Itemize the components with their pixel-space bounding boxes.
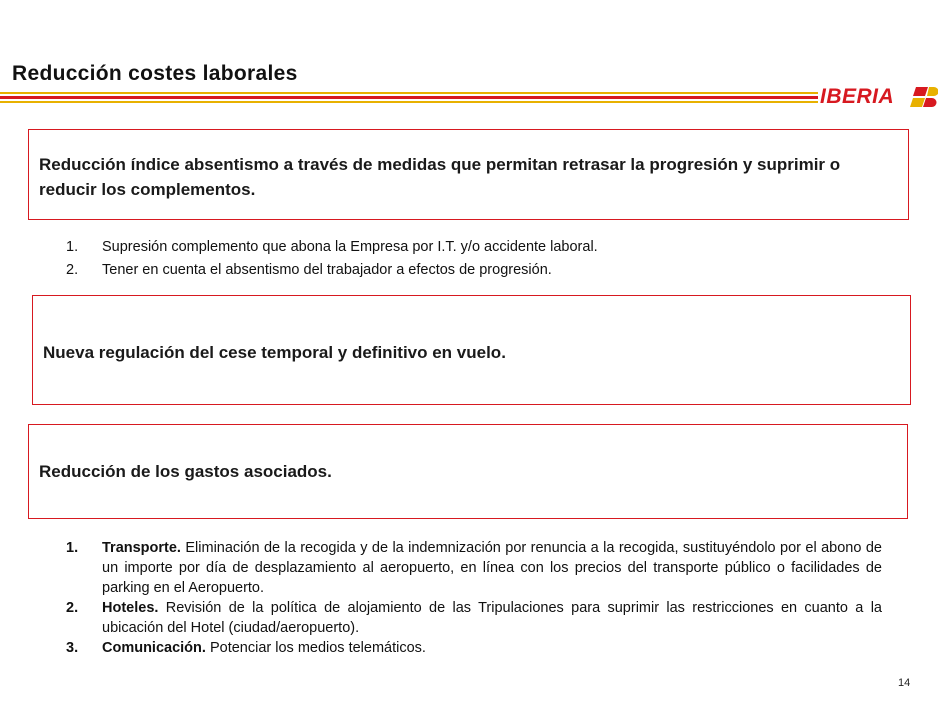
page-number: 14 — [898, 677, 911, 689]
iberia-logo — [820, 84, 940, 110]
absentismo-list — [66, 236, 866, 282]
list-item-number: 1. — [66, 540, 79, 556]
cese-box — [32, 295, 911, 405]
gastos-heading: Reducción de los gastos asociados. — [39, 462, 332, 481]
list-item — [66, 538, 882, 598]
logo-mark-icon — [910, 86, 938, 108]
logo-wordmark: IBERIA — [820, 85, 895, 108]
list-item — [66, 236, 866, 259]
list-item-number: 3. — [66, 640, 79, 656]
list-item-heading: Hoteles. — [102, 600, 159, 616]
absentismo-box — [28, 129, 909, 220]
header-rule-yellow-bottom — [0, 101, 818, 103]
absentismo-heading: Reducción índice absentismo a través de medidas que permitan retrasar la progresión y suprimir o reducir los complementos. — [39, 155, 841, 199]
list-item-number: 1. — [66, 239, 79, 255]
header-rule-red — [0, 96, 818, 99]
list-item-number: 2. — [66, 600, 79, 616]
list-item — [66, 638, 882, 658]
list-item-heading: Comunicación. — [102, 640, 206, 656]
list-item-text: Potenciar los medios telemáticos. — [205, 640, 426, 656]
list-item-text: Supresión complemento que abona la Empresa por I.T. y/o accidente laboral. — [102, 239, 598, 255]
list-item — [66, 259, 866, 282]
list-item-text: Eliminación de la recogida y de la indemnización por renuncia a la recogida, sustituyéndolo por el abono de un importe por día de desplazamiento al aeropuerto, en línea con los precios del transporte público o facilidades de parking en el Aeropuerto. — [102, 540, 882, 596]
cese-heading: Nueva regulación del cese temporal y definitivo en vuelo. — [43, 343, 506, 362]
list-item-heading: Transporte. — [102, 540, 181, 556]
gastos-box — [28, 424, 908, 519]
list-item — [66, 598, 882, 638]
gastos-list — [66, 538, 882, 658]
page-title: Reducción costes laborales — [12, 62, 298, 85]
list-item-number: 2. — [66, 262, 79, 278]
list-item-text: Revisión de la política de alojamiento de las Tripulaciones para suprimir las restricciones en cuanto a la ubicación del Hotel (ciudad/aeropuerto). — [102, 600, 882, 636]
header-rule-yellow-top — [0, 92, 818, 94]
list-item-text: Tener en cuenta el absentismo del trabajador a efectos de progresión. — [102, 262, 552, 278]
